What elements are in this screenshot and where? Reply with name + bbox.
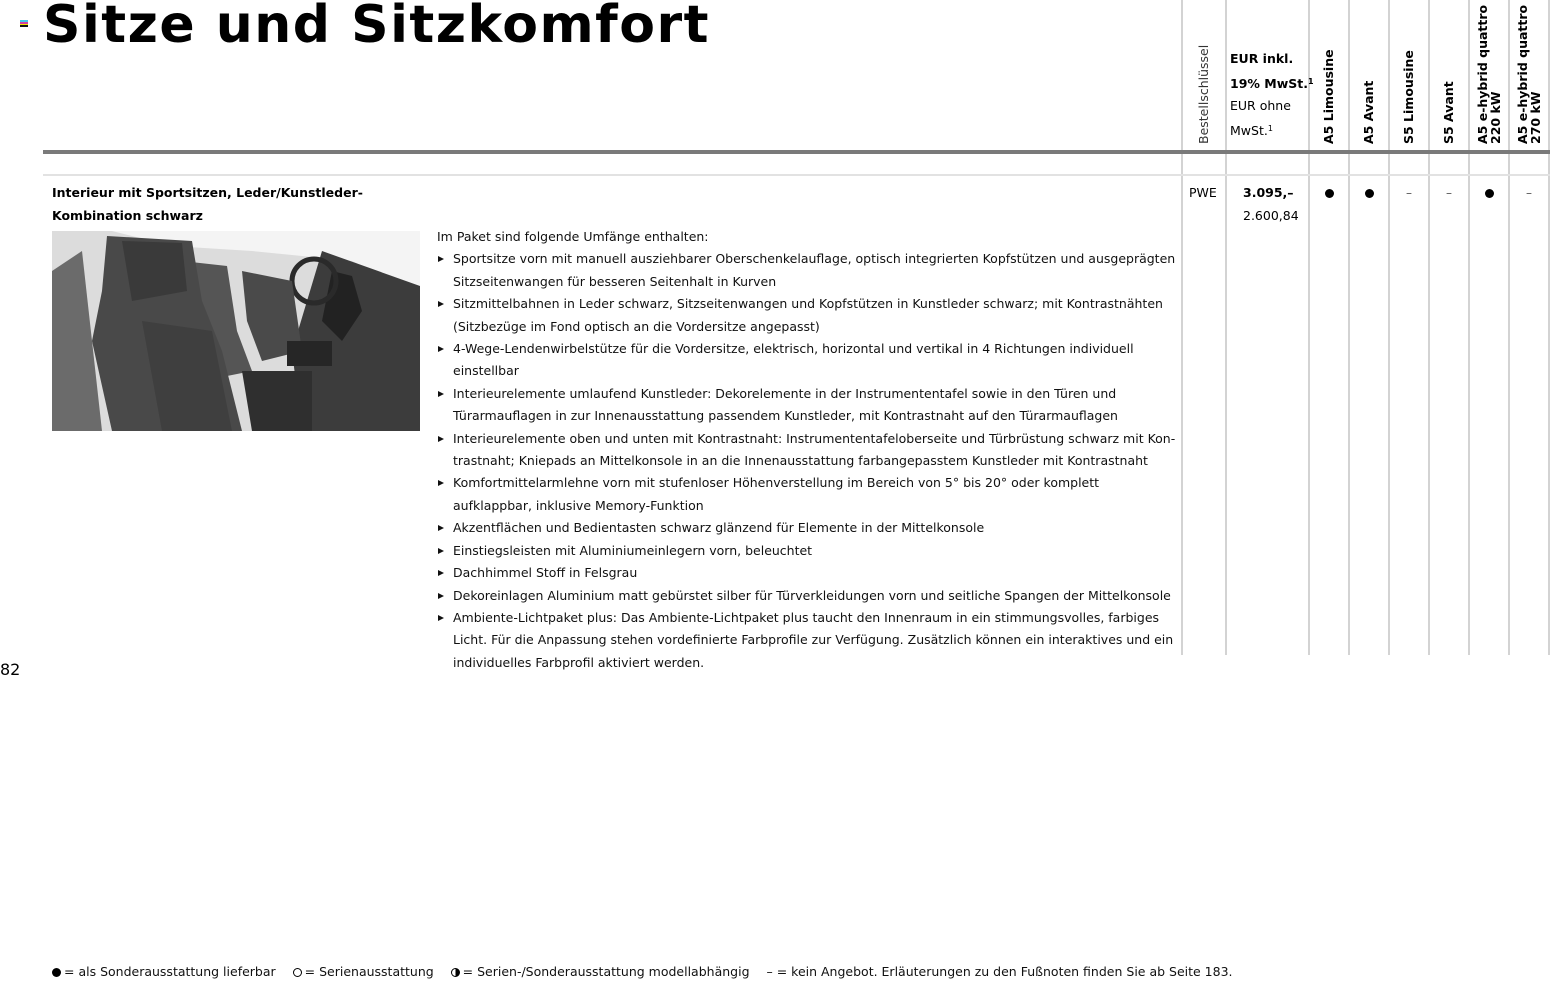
page-number: 82 [0,660,21,679]
availability-a5-limousine [1309,182,1349,204]
optional-dot-icon [1485,189,1494,198]
interior-image [52,231,420,431]
header-model-s5-limousine: S5 Limousine [1401,50,1416,144]
header-price-excl-1: EUR ohne [1230,98,1291,113]
availability-s5-limousine: – [1406,186,1412,200]
header-price-incl-1: EUR inkl. [1230,51,1294,66]
header-model-a5-ehybrid-270-l1: A5 e-hybrid quattro [1515,4,1530,144]
availability-a5-avant [1349,182,1389,204]
print-color-marker [20,20,28,27]
half-circle-icon [451,968,460,977]
optional-dot-icon [1365,189,1374,198]
availability-s5-avant: – [1446,186,1452,200]
header-price [1230,48,1314,142]
header-model-a5-ehybrid-270-l2: 270 kW [1528,91,1543,144]
header-model-a5-ehybrid-220-l1: A5 e-hybrid quattro [1475,4,1490,144]
open-circle-icon [293,968,302,977]
filled-circle-icon [52,968,61,977]
header-order-key: Bestellschlüssel [1196,44,1211,144]
header-price-excl-2: MwSt. [1230,122,1268,138]
row-separator [43,174,1550,176]
header-model-s5-avant: S5 Avant [1441,81,1456,144]
item-title: Interieur mit Sportsitzen, Leder/Kunstleder-Kombination schwarz [52,185,363,223]
legend-optional: = als Sonderausstattung lieferbar [64,964,276,979]
feature-list-item: Sportsitze vorn mit manuell ausziehbarer Oberschenkelauflage, optisch integrierten Kopfstützen und ausgeprägten Sitzseitenwangen für besseren Seitenhalt in Kurven [437,248,1177,293]
feature-list-item: Sitzmittelbahnen in Leder schwarz, Sitzseitenwangen und Kopfstützen in Kunstleder schwarz; mit Kontrastnähten (Sitzbezüge im Fond optisch an die Vordersitze angepasst) [437,293,1177,338]
header-model-a5-avant: A5 Avant [1361,80,1376,144]
column-divider [1428,0,1430,655]
feature-list-item: Einstiegsleisten mit Aluminiumeinlegern vorn, beleuchtet [437,540,1177,562]
legend-standard: = Serienausstattung [304,964,434,979]
feature-list-item: Interieurelemente umlaufend Kunstleder: Dekorelemente in der Instrumententafel sowie in den Türen und Türarmauflagen in zur Innenausstattung passendem Kunstleder, mit Kontrastnaht auf den Türarmauflagen [437,383,1177,428]
description-intro: Im Paket sind folgende Umfänge enthalten: [437,229,709,244]
feature-list-item: Dachhimmel Stoff in Felsgrau [437,562,1177,584]
price-incl-vat: 3.095,– [1243,185,1294,200]
order-code: PWE [1189,185,1217,200]
column-divider [1508,0,1510,655]
feature-list-item: Dekoreinlagen Aluminium matt gebürstet silber für Türverkleidungen vorn und seitliche Spangen der Mittelkonsole [437,585,1177,607]
column-divider [1468,0,1470,655]
optional-dot-icon [1325,189,1334,198]
availability-a5-ehybrid-220 [1469,182,1509,204]
availability-a5-ehybrid-270: – [1526,186,1532,200]
price-cell [1243,182,1299,227]
header-rule [43,150,1550,154]
column-divider [1348,0,1350,655]
header-model-a5-limousine: A5 Limousine [1321,49,1336,144]
feature-list-item: Komfortmittelarmlehne vorn mit stufenloser Höhenverstellung im Bereich von 5° bis 20° oder komplett aufklappbar, inklusive Memory-Funktion [437,472,1177,517]
legend [52,964,1233,979]
feature-list-item: Akzentflächen und Bedientasten schwarz glänzend für Elemente in der Mittelkonsole [437,517,1177,539]
footnote-ref: 1 [1308,76,1314,86]
item-description [437,226,1177,674]
column-divider [1181,0,1183,655]
page-title: Sitze und Sitzkomfort [43,0,710,55]
feature-list-item: 4-Wege-Lendenwirbelstütze für die Vordersitze, elektrisch, horizontal und vertikal in 4 Richtungen individuell einstellbar [437,338,1177,383]
feature-list [437,248,1177,674]
price-excl-vat: 2.600,84 [1243,207,1299,223]
footnote-ref: 1 [1267,123,1273,133]
column-divider [1225,0,1227,655]
legend-not-available: – = kein Angebot. Erläuterungen zu den Fußnoten finden Sie ab Seite 183. [766,964,1233,979]
feature-list-item: Ambiente-Lichtpaket plus: Das Ambiente-Lichtpaket plus taucht den Innenraum in ein stimmungsvolles, farbiges Licht. Für die Anpassung stehen vordefinierte Farbprofile zur Verfügung. Zusätzlich können ein interaktives und ein individuelles Farbprofil aktiviert werden. [437,607,1177,674]
header-price-incl-2: 19% MwSt. [1230,75,1308,91]
legend-model-dependent: = Serien-/Sonderausstattung modellabhängig [462,964,750,979]
column-divider [1388,0,1390,655]
header-model-a5-ehybrid-220-l2: 220 kW [1488,91,1503,144]
feature-list-item: Interieurelemente oben und unten mit Kontrastnaht: Instrumententafeloberseite und Türbrüstung schwarz mit Kontrastnaht; Kniepads an Mittelkonsole in an die Innenausstattung farbangepasstem Kunstleder mit Kontrastnaht [437,428,1177,473]
